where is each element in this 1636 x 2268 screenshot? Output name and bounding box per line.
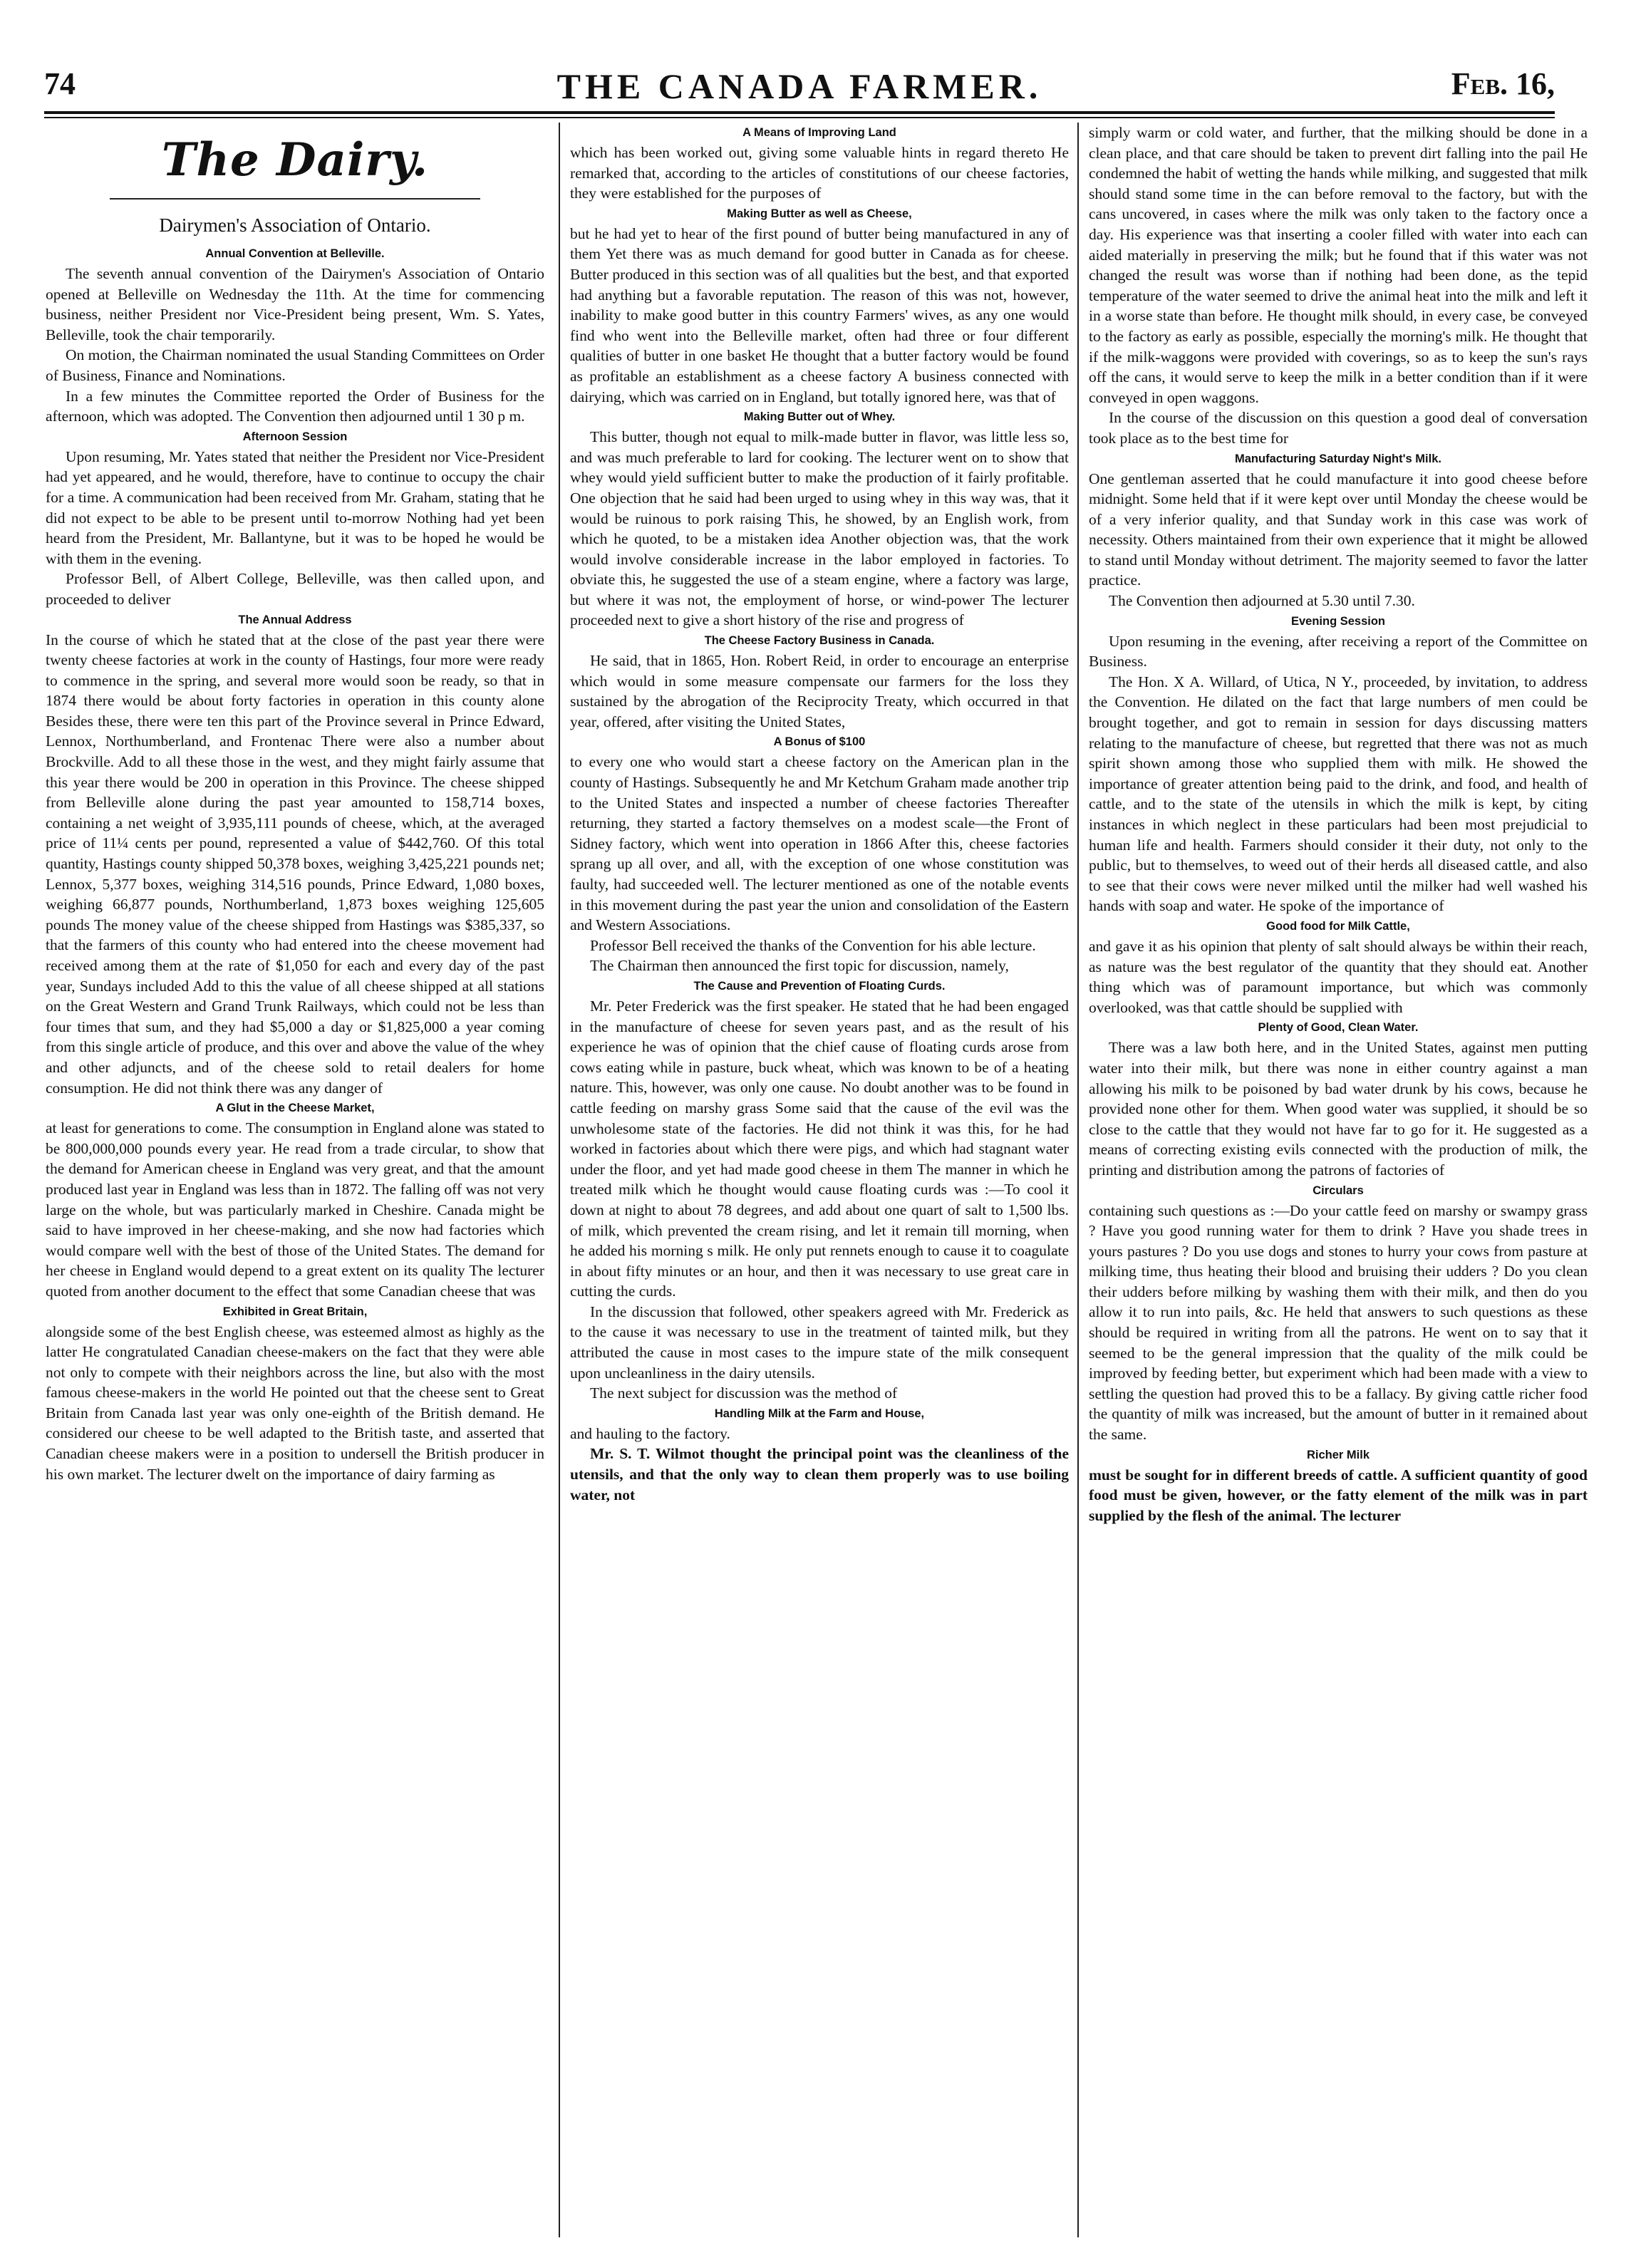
paragraph: Professor Bell received the thanks of the Convention for his able lecture.	[590, 936, 1036, 954]
paragraph: In the course of the discussion on this question a good deal of conversation took place as to the best time for	[1089, 409, 1588, 447]
paragraph: which has been worked out, giving some valuable hints in regard thereto He remarked that, according to the articles of constitutions of our cheese factories, they were established for the purposes of	[570, 144, 1069, 202]
column-3	[1089, 123, 1588, 2237]
paragraph: He said, that in 1865, Hon. Robert Reid, in order to encourage an enterprise which would in some measure compensate our farmers for the loss they sustained by the abrogation of the Reciprocity Treaty, which occurred in that year, offered, after visiting the United States,	[570, 652, 1069, 730]
paragraph: but he had yet to hear of the first pound of butter being manufactured in any of them Yet there was as much demand for good butter in Canada as for cheese. Butter produced in this section was of all qualities but the best, and that exported had anything but a favorable reputation. The reason of this was not, however, inability to make good butter in this country Farmers' wives, as any one would find who went into the Belleville market, often had three or four different qualities of butter in one basket He thought that a butter factory would be found as profitable an establishment as a cheese factory A business connected with dairying, which was carried on in England, but totally ignored here, was that of	[570, 224, 1069, 405]
paragraph: The next subject for discussion was the method of	[590, 1384, 898, 1402]
paragraph: There was a law both here, and in the United States, against men putting water into their milk, but there was none in either country against a man allowing his milk to be poisoned by bad water drunk by his cows, because he provided none other for them. When good water was supplied, it should be so close to the cattle that they would not have far to go for it. He suggested as a means of correcting existing evils connected with the production of milk, the printing and distribution among the patrons of factories of	[1089, 1039, 1588, 1179]
masthead	[44, 68, 1555, 111]
paragraph: The seventh annual convention of the Dairymen's Association of Ontario opened at Belleville on Wednesday the 11th. At the time for commencing business, neither President nor Vice-President being present, Wm. S. Yates, Belleville, took the chair temporarily.	[46, 265, 544, 343]
article-title: Dairymen's Association of Ontario.	[159, 214, 431, 236]
divider	[110, 198, 480, 200]
paragraph: and gave it as his opinion that plenty of salt should always be within their reach, as nature was the best regulator of the quantity that they should eat. Another thing which was of paramount importance, but which was commonly overlooked, was that cattle should be supplied with	[1089, 937, 1588, 1016]
masthead-rule	[44, 111, 1555, 114]
paragraph: to every one who would start a cheese factory on the American plan in the county of Hastings. Subsequently he and Mr Ketchum Graham made another trip to the United States and inspected a number of cheese factories Thereafter returning, they started a factory themselves on a modest scale—the Front of Sidney factory, which went into operation in 1866 After this, cheese factories sprang up all over, and all, with the exception of one whose constitution was faulty, had succeeded well. The lecturer mentioned as one of the notable events in this movement during the past year the union and consolidation of the Eastern and Western Associations.	[570, 753, 1069, 934]
subheading: Plenty of Good, Clean Water.	[1258, 1021, 1419, 1035]
subheading: Afternoon Session	[242, 430, 348, 443]
paragraph: Professor Bell, of Albert College, Belleville, was then called upon, and proceeded to deliver	[46, 570, 544, 608]
issue-date: Feb. 16,	[1451, 66, 1555, 101]
paragraph: simply warm or cold water, and further, that the milking should be done in a clean place, and that care should be taken to prevent dirt falling into the pail He condemned the habit of wetting the hands while milking, and suggested that milk should stand some time in the can before removal to the factory, but with the cans uncovered, in cases where the milk was only taken to the factory once a day. His experience was that inserting a cooler filled with water into each can aided materially in preserving the milk; but he found that if this water was not changed the result was worse than if nothing had been done, as the tepid temperature of the water seemed to drive the animal heat into the milk and left it in a worse state than before. He thought milk should, in every case, be conveyed to the factory as early as possible, especially the morning's milk. He thought that if the milk-waggons were provided with coverings, so as to keep the sun's rays off the cans, it would serve to keep the milk in a better condition than if it were conveyed in open waggons.	[1089, 124, 1588, 406]
subheading: The Cheese Factory Business in Canada.	[704, 634, 935, 648]
subheading: Annual Convention at Belleville.	[205, 247, 385, 260]
column-2	[570, 123, 1069, 2237]
paragraph: and hauling to the factory.	[570, 1424, 730, 1442]
paragraph: containing such questions as :—Do your cattle feed on marshy or swampy grass ? Have you good running water for them to drink ? Have you shade trees in yours pastures ? Do you use dogs and stones to hurry your cows from pasture at milking time, thus heating their blood and bruising their udders ? Do you clean their udders before milking by washing them with their milk, and then do you allow it to run into pails, &c. He held that answers to such questions as these should be required in writing from all the patrons. He went on to say that it seemed to be the general impression that the quality of the milk could be improved by feeding better, but experiment which had been made with a view to settling the question had proved this to be a fallacy. By giving cattle richer food the quantity of milk was increased, but the amount of butter in it remained about the same.	[1089, 1201, 1588, 1444]
paragraph: One gentleman asserted that he could manufacture it into good cheese before midnight. Some held that if it were kept over until Monday the cheese would be of a very inferior quality, and that Sunday work in this case was work of necessity. Others maintained from their own experience that it might be allowed to stand until Monday without detriment. The majority seemed to favor the latter practice.	[1089, 470, 1588, 589]
subheading: Making Butter as well as Cheese,	[727, 207, 912, 220]
subheading: The Cause and Prevention of Floating Curds.	[693, 979, 946, 993]
subheading: Handling Milk at the Farm and House,	[714, 1407, 925, 1420]
paragraph: In a few minutes the Committee reported the Order of Business for the afternoon, which was adopted. The Convention then adjourned until 1 30 p m.	[46, 387, 544, 425]
paragraph: The Hon. X A. Willard, of Utica, N Y., proceeded, by invitation, to address the Convention. He dilated on the fact that large numbers of men could be brought together, and got to remain in session for days discussing matters relating to the manufacture of cheese, but regretted that there was not as much spirit shown among those who supplied them with milk. He showed the importance of greater attention being paid to the drink, and food, and health of cattle, and to the state of the utensils in which the milk is kept, by citing instances in which neglect in these particulars had been most prejudicial to human life and health. Farmers should consider it their duty, not only to the public, but to themselves, to weed out of their herds all diseased cattle, and also to see that their cows were never milked until the milker had well washed his hands with soap and water. He spoke of the importance of	[1089, 673, 1588, 915]
subheading: The Annual Address	[238, 613, 352, 626]
paragraph: Upon resuming, Mr. Yates stated that neither the President nor Vice-President had yet appeared, and he would, therefore, have to continue to occupy the chair for a time. A communication had been received from Mr. Graham, stating that he did not expect to be able to be present until to-morrow Nothing had yet been heard from the President, Mr. Ballantyne, but it was to be hoped he would be with them in the evening.	[46, 447, 544, 567]
subheading: Circulars	[1313, 1184, 1364, 1197]
subheading: A Means of Improving Land	[742, 126, 896, 139]
paragraph: Mr. S. T. Wilmot thought the principal point was the cleanliness of the utensils, and that the only way to clean them properly was to use boiling water, not	[570, 1445, 1069, 1503]
subheading: Making Butter out of Whey.	[743, 410, 896, 424]
paragraph: This butter, though not equal to milk-made butter in flavor, was little less so, and was much preferable to lard for cooking. The lecturer went on to show that whey would yield sufficient butter to make the production of it fairly profitable. One objection that he said had been urged to using whey in this way was, that it would be ruinous to pork raising This, he showed, by an English work, from which he quoted, to be a mistaken idea Another objection was, that the work would involve considerable increase in the labor employed in factories. To obviate this, he suggested the use of a steam engine, where a factory was large, but where it was not, the employment of horse, or wind-power The lecturer proceeded next to give a short history of the rise and progress of	[570, 428, 1069, 629]
paragraph: alongside some of the best English cheese, was esteemed almost as highly as the latter He congratulated Canadian cheese-makers on the fact that they were able not only to compete with their neighbors across the line, but also with the most famous cheese-makers in the world He pointed out that the cheese sent to Great Britain from Canada last year was only one-eighth of the British demand. He considered our cheese to be well adapted to the British taste, and asserted that Canadian cheese makers were in a position to undersell the British producer in his own market. The lecturer dwelt on the importance of dairy farming as	[46, 1322, 544, 1483]
paragraph: The Convention then adjourned at 5.30 until 7.30.	[1109, 592, 1415, 610]
paragraph: must be sought for in different breeds of cattle. A sufficient quantity of good food must be given, however, or the fatty element of the milk was in part supplied by the flesh of the animal. The lecturer	[1089, 1466, 1588, 1524]
paragraph: Mr. Peter Frederick was the first speaker. He stated that he had been engaged in the manufacture of cheese for seven years past, and as the result of his experience he was of opinion that the chief cause of floating curds arose from cows eating while in pasture, buck wheat, which was known to be of a heating nature. This, however, was only one cause. No doubt another was to be found in cattle feeding on marshy grass Some said that the cause of the evil was the unwholesome state of the factories. He did not think it was this, for he had worked in factories about which there were pigs, and which had stagnant water under the floor, and yet had made good cheese in them The manner in which he treated milk which he thought would cause floating curds was :—To cool it down at night to about 78 degrees, and add about one quart of salt to 1,500 lbs. of milk, which prevented the cream rising, and let it remain till morning, when he added his morning s milk. He only put rennets enough to cause it to coagulate in about fifty minutes or an hour, and then it was necessary to use great care in cutting the curds.	[570, 997, 1069, 1300]
subheading: Exhibited in Great Britain,	[222, 1305, 368, 1318]
column-1	[46, 123, 544, 2237]
paragraph: In the course of which he stated that at the close of the past year there were twenty cheese factories at work in the county of Hastings, four more were ready to commence in the spring, and several more would soon be ready, so that in 1874 there would be about forty factories in operation in this county alone Besides these, there were ten this part of the Province several in Prince Edward, Lennox, Northumberland, and Frontenac There were also a number about Brockville. Add to all these those in the west, and they might fairly assume that this year there would be 200 in operation in this Province. The cheese shipped from Belleville alone during the past year amounted to 158,714 boxes, containing a net weight of 3,935,111 pounds of cheese, which, at the averaged price of 11¼ cents per pound, represented a value of $442,760. Of this total quantity, Hastings county shipped 50,378 boxes, weighing 3,425,221 pounds net; Lennox, 5,377 boxes, weighing 314,516 pounds, Prince Edward, 1,080 boxes, weighing 66,877 pounds, Northumberland, 1,873 boxes weighing 125,605 pounds The money value of the cheese shipped from Hastings was $385,337, so that the farmers of this county who had entered into the cheese movement had received among them at the rate of $1,050 for each and every day of the past year, Sundays included Add to this the value of all cheese shipped at all stations on the Great Western and Grand Trunk Railways, which could not be less than four times that sum, and they had $5,000 a day or $1,825,000 a year coming from this single article of produce, and this over and above the value of the whey and other adjuncts, and of the cheese sold to retail dealers for home consumption. He did not think there was any danger of	[46, 631, 544, 1097]
page-number: 74	[44, 66, 76, 101]
paragraph: On motion, the Chairman nominated the usual Standing Committees on Order of Business, Finance and Nominations.	[46, 346, 544, 384]
subheading: Richer Milk	[1306, 1448, 1370, 1461]
paragraph: Upon resuming in the evening, after receiving a report of the Committee on Business.	[1089, 632, 1588, 670]
paragraph: at least for generations to come. The consumption in England alone was stated to be 800,000,000 pounds every year. He read from a trade circular, to show that the demand for American cheese in England was very great, and that the amount produced last year in England was less than in 1872. The falling off was not very large on the whole, but was particularly marked in Cheshire. Canada might be said to have improved in her cheese-making, and she now had factories which would compare well with the best of those of the United States. The demand for her cheese in England would depend to a great extent on its quality The lecturer quoted from another document to the effect that some Canadian cheese that was	[46, 1119, 544, 1300]
column-divider	[1077, 123, 1079, 2237]
newspaper-title: THE CANADA FARMER.	[556, 66, 1042, 106]
masthead-rule-thin	[44, 117, 1555, 118]
subheading: A Bonus of $100	[773, 735, 866, 749]
section-heading: The Dairy.	[161, 133, 429, 187]
subheading: Manufacturing Saturday Night's Milk.	[1235, 452, 1441, 465]
subheading: Good food for Milk Cattle,	[1266, 919, 1410, 933]
paragraph: The Chairman then announced the first topic for discussion, namely,	[590, 957, 1009, 975]
column-divider	[559, 123, 560, 2237]
subheading: Evening Session	[1290, 614, 1386, 628]
paragraph: In the discussion that followed, other speakers agreed with Mr. Frederick as to the cause it was necessary to use in the treatment of tainted milk, but they attributed the cause in most cases to the impure state of the milk consequent upon uncleanliness in the dairy utensils.	[570, 1303, 1069, 1382]
subheading: A Glut in the Cheese Market,	[215, 1102, 375, 1115]
